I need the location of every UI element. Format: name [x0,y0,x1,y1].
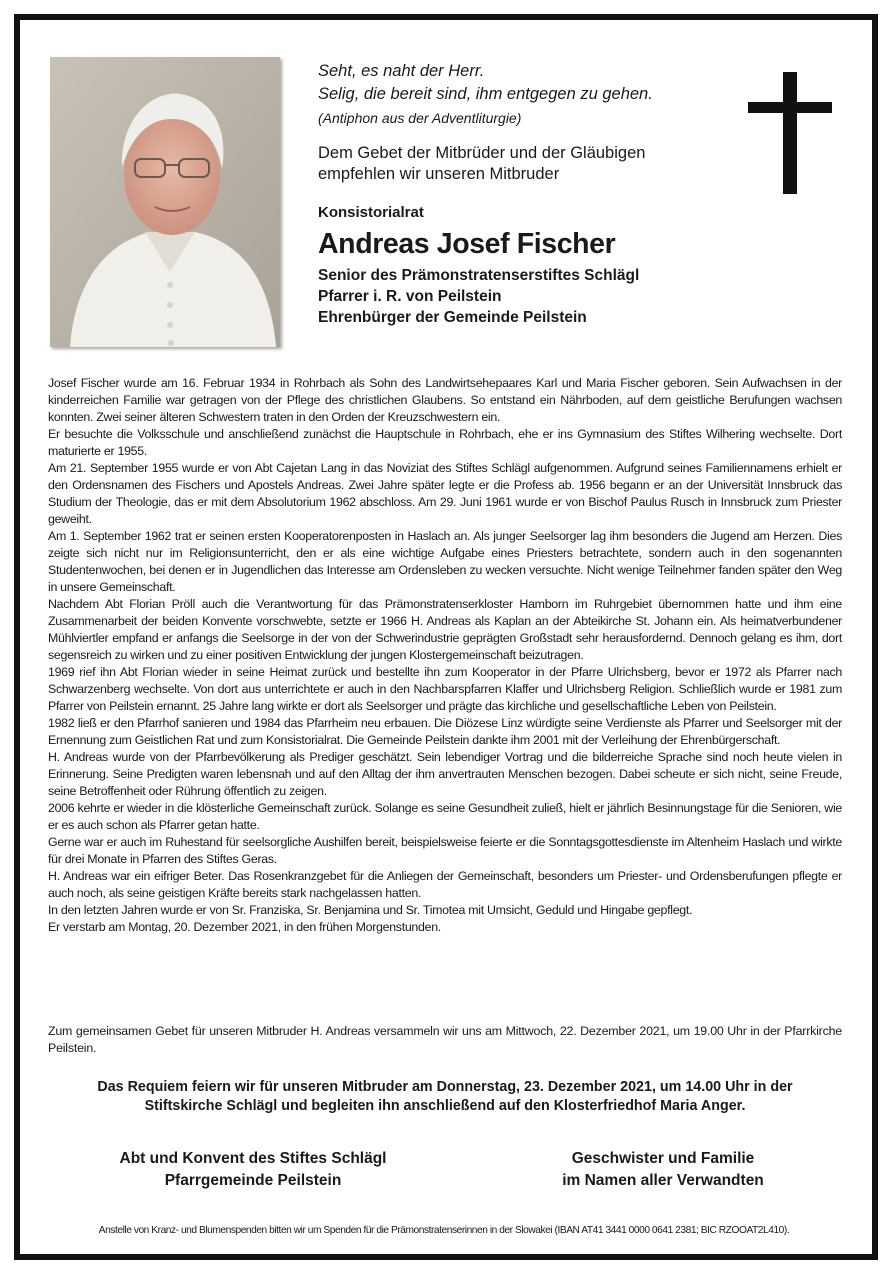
subtitles [318,265,738,328]
biography-paragraph: In den letzten Jahren wurde er von Sr. Franziska, Sr. Benjamina und Sr. Timotea mit Umsicht, Geduld und Hingabe gepflegt. [48,903,693,917]
verse-source: (Antiphon aus der Adventliturgie) [318,110,522,126]
requiem-line: Das Requiem feiern wir für unseren Mitbruder am Donnerstag, 23. Dezember 2021, um 14.00 Uhr in der [97,1079,793,1095]
honorific-title: Konsistorialrat [318,204,424,221]
signature-line: Geschwister und Familie [571,1150,755,1167]
biography-paragraph: Nachdem Abt Florian Pröll auch die Verantwortung für das Prämonstratenserkloster Hamborn im Ruhrgebiet übernommen hatte und ihm eine Zusammenarbeit der beiden Konvente vorschwebte, setzte er 1966 H. Andreas als Kaplan an der Abteikirche St. Johann ein. Als heimatverbundener Mühlviertler empfand er anfangs die Seelsorge in der von der Schwerindustrie geprägten Großstadt sehr herausfordernd. Dennoch gelang es ihm, dort segensreich zu wirken und zu einer positiven Entwicklung der jungen Klostergemeinschaft beizutragen. [48,597,842,662]
biography-paragraph: Am 1. September 1962 trat er seinen ersten Kooperatorenposten in Haslach an. Als junger Seelsorger lag ihm besonders die Jugend am Herzen. Dies zeigte sich nicht nur im Religionsunterricht, den er als eine wichtige Aufgabe eines Priesters betrachtete, sondern auch in den sogenannten Studentenwochen, bei denen er in Jugendlichen das Interesse am Ordensleben zu wecken versuchte. Nicht wenige Teilnehmer fanden später den Weg in unsere Gemeinschaft. [48,529,842,594]
intro-line: Dem Gebet der Mitbrüder und der Gläubigen [318,144,646,162]
donation-note: Anstelle von Kranz- und Blumenspenden bitten wir um Spenden für die Prämonstratenserinnen in der Slowakei (IBAN AT41 3441 0000 0641 2381; BIC RZOOAT2L410). [98,1225,790,1236]
biography-paragraph: Er verstarb am Montag, 20. Dezember 2021, in den frühen Morgenstunden. [48,920,441,934]
intro-line: empfehlen wir unseren Mitbruder [318,165,560,183]
subtitle: Senior des Prämonstratenserstiftes Schlägl [318,267,640,284]
requiem-line: Stiftskirche Schlägl und begleiten ihn anschließend auf den Klosterfriedhof Maria Anger. [144,1098,746,1114]
prayer-announcement: Zum gemeinsamen Gebet für unseren Mitbruder H. Andreas versammeln wir uns am Mittwoch, 22. Dezember 2021, um 19.00 Uhr in der Pfarrkirche Peilstein. [48,1024,842,1055]
requiem-announcement [40,1078,850,1116]
biography-paragraph: H. Andreas war ein eifriger Beter. Das Rosenkranzgebet für die Anliegen der Gemeinschaft, besonders um Priester- und Ordensberufungen pflegte er auch noch, als seine geistigen Kräfte bereits stark nachgelassen hatten. [48,869,842,900]
signature-left [73,1148,433,1192]
biography-paragraph: 1969 rief ihn Abt Florian wieder in seine Heimat zurück und bestellte ihn zum Kooperator in der Pfarre Ulrichsberg, bevor er 1972 als Pfarrer nach Schwarzenberg wechselte. Von dort aus unterrichtete er auch in den Nachbarspfarren Klaffer und Ulrichsberg Religion. Schließlich wurde er 1981 zum Pfarrer von Peilstein ernannt. 25 Jahre lang wirkte er dort als Seelsorger und prägte das kirchliche und gesellschaftliche Leben von Peilstein. [48,665,842,713]
header [318,60,738,328]
verse-line: Selig, die bereit sind, ihm entgegen zu gehen. [318,85,653,103]
signature-right [483,1148,843,1192]
biography-paragraph: Er besuchte die Volksschule und anschließend zunächst die Hauptschule in Rohrbach, ehe er ins Gymnasium des Stiftes Wilhering wechselte. Dort maturierte er 1955. [48,427,842,458]
signature-line: Abt und Konvent des Stiftes Schlägl [119,1150,387,1167]
verse [318,60,738,106]
signature-line: Pfarrgemeinde Peilstein [164,1172,342,1189]
biography-paragraph: Gerne war er auch im Ruhestand für seelsorgliche Aushilfen bereit, beispielsweise feierte er die Sonntagsgottesdienste im Altenheim Haslach und wirkte für drei Monate in Pfarren des Stiftes Geras. [48,835,842,866]
verse-line: Seht, es naht der Herr. [318,62,485,80]
portrait-photo [50,57,280,347]
deceased-name: Andreas Josef Fischer [318,228,616,260]
biography-paragraph: 2006 kehrte er wieder in die klösterliche Gemeinschaft zurück. Solange es seine Gesundheit zuließ, hielt er jährlich Besinnungstage für die Senioren, wie er es auch schon als Pfarrer getan hatte. [48,801,842,832]
subtitle: Pfarrer i. R. von Peilstein [318,288,502,305]
latin-cross-icon [783,72,797,194]
subtitle: Ehrenbürger der Gemeinde Peilstein [318,309,587,326]
biography-paragraph: H. Andreas wurde von der Pfarrbevölkerung als Prediger geschätzt. Sein lebendiger Vortrag und die bilderreiche Sprache sind noch heute vielen in Erinnerung. Seine Predigten waren lebensnah und auf den Alltag der ihm anvertrauten Menschen bezogen. Dabei scheute er sich nicht, seine Freude, seine Betroffenheit oder Rührung öffentlich zu zeigen. [48,750,842,798]
biography-paragraph: 1982 ließ er den Pfarrhof sanieren und 1984 das Pfarrheim neu erbauen. Die Diözese Linz würdigte seine Verdienste als Pfarrer und Seelsorger mit der Ernennung zum Geistlichen Rat und zum Konsistorialrat. Die Gemeinde Peilstein dankte ihm 2001 mit der Verleihung der Ehrenbürgerschaft. [48,716,842,747]
latin-cross-icon-bar [748,102,832,113]
signature-line: im Namen aller Verwandten [562,1172,764,1189]
biography [48,375,842,936]
intro [318,143,738,185]
biography-paragraph: Am 21. September 1955 wurde er von Abt Cajetan Lang in das Noviziat des Stiftes Schlägl aufgenommen. Aufgrund seines Familiennamens erhielt er den Ordensnamen des Fischers und Apostels Andreas. Zwei Jahre später legte er die Profess ab. 1956 begann er an der Universität Innsbruck das Studium der Theologie, das er mit dem Absolutorium 1962 abschloss. Am 29. Juni 1961 wurde er von Bischof Paulus Rusch in Innsbruck zum Priester geweiht. [48,461,842,526]
biography-paragraph: Josef Fischer wurde am 16. Februar 1934 in Rohrbach als Sohn des Landwirtsehepaares Karl und Maria Fischer geboren. Sein Aufwachsen in der kinderreichen Familie war getragen von der Pflege des christlichen Glaubens. So entstand ein Nährboden, auf dem geistliche Berufungen wachsen konnten. Zwei seiner älteren Schwestern traten in den Orden der Kreuzschwestern ein. [48,376,842,424]
